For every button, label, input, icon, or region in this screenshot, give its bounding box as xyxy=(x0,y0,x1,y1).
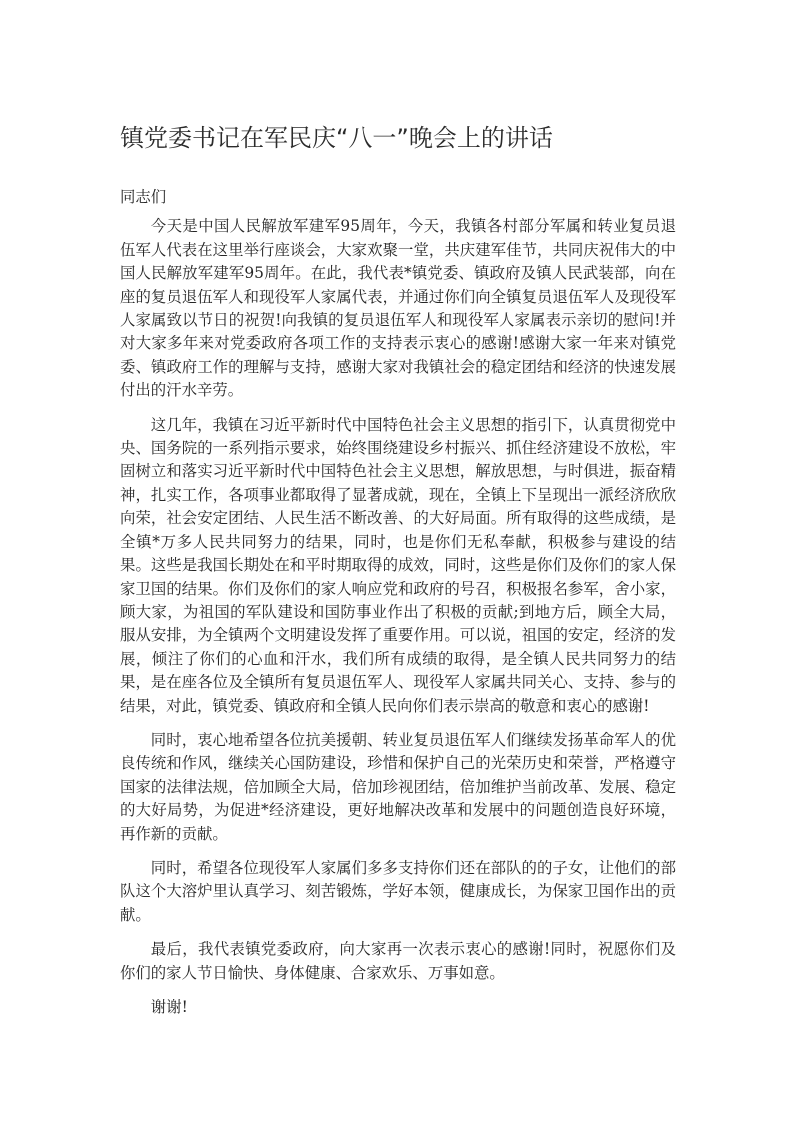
document-title: 镇党委书记在军民庆“八一”晚会上的讲话 xyxy=(120,124,553,152)
paragraph-closing: 最后，我代表镇党委政府，向大家再一次表示衷心的感谢!同时，祝愿你们及你们的家人节日愉快、身体健康、合家欢乐、万事如意。 xyxy=(120,940,676,982)
paragraph-greeting: 今天是中国人民解放军建军95周年，今天，我镇各村部分军属和转业复员退伍军人代表在这里举行座谈会，大家欢聚一堂，共庆建军佳节，共同庆祝伟大的中国人民解放军建军95周年。在此，我代表*镇党委、镇政府及镇人民武装部，向在座的复员退伍军人和现役军人家属代表，并通过你们向全镇复员退伍军人及现役军人家属致以节日的祝贺!向我镇的复员退伍军人和现役军人家属表示亲切的慰问!并对大家多年来对党委政府各项工作的支持表示衷心的感谢!感谢大家一年来对镇党委、镇政府工作的理解与支持，感谢大家对我镇社会的稳定团结和经济的快速发展付出的汗水辛劳。 xyxy=(120,217,676,400)
paragraph-thanks: 谢谢! xyxy=(150,998,188,1016)
document-body xyxy=(120,186,676,1030)
salutation: 同志们 xyxy=(120,188,167,206)
paragraph-achievements: 这几年，我镇在习近平新时代中国特色社会主义思想的指引下，认真贯彻党中央、国务院的一系列指示要求，始终围绕建设乡村振兴、抓住经济建设不放松，牢固树立和落实习近平新时代中国特色社会主义思想，解放思想，与时俱进，振奋精神，扎实工作，各项事业都取得了显著成就，现在，全镇上下呈现出一派经济欣欣向荣，社会安定团结、人民生活不断改善、的大好局面。所有取得的这些成绩，是全镇*万多人民共同努力的结果，同时，也是你们无私奉献，积极参与建设的结果。这些是我国长期处在和平时期取得的成效，同时，这些是你们及你们的家人保家卫国的结果。你们及你们的家人响应党和政府的号召，积极报名参军，舍小家，顾大家，为祖国的军队建设和国防事业作出了积极的贡献;到地方后，顾全大局，服从安排，为全镇两个文明建设发挥了重要作用。可以说，祖国的安定，经济的发展，倾注了你们的心血和汗水，我们所有成绩的取得，是全镇人民共同努力的结果，是在座各位及全镇所有复员退伍军人、现役军人家属共同关心、支持、参与的结果，对此，镇党委、镇政府和全镇人民向你们表示崇高的敬意和衷心的感谢! xyxy=(120,415,676,715)
paragraph-hopes-families: 同时，希望各位现役军人家属们多多支持你们还在部队的的子女，让他们的部队这个大溶炉里认真学习、刻苦锻炼，学好本领，健康成长，为保家卫国作出的贡献。 xyxy=(120,858,676,924)
paragraph-hopes-veterans: 同时，衷心地希望各位抗美援朝、转业复员退伍军人们继续发扬革命军人的优良传统和作风，继续关心国防建设，珍惜和保护自己的光荣历史和荣誉，严格遵守国家的法律法规，倍加顾全大局，倍加珍视团结，倍加维护当前改革、发展、稳定的大好局势，为促进*经济建设，更好地解决改革和发展中的问题创造良好环境，再作新的贡献。 xyxy=(120,730,676,843)
